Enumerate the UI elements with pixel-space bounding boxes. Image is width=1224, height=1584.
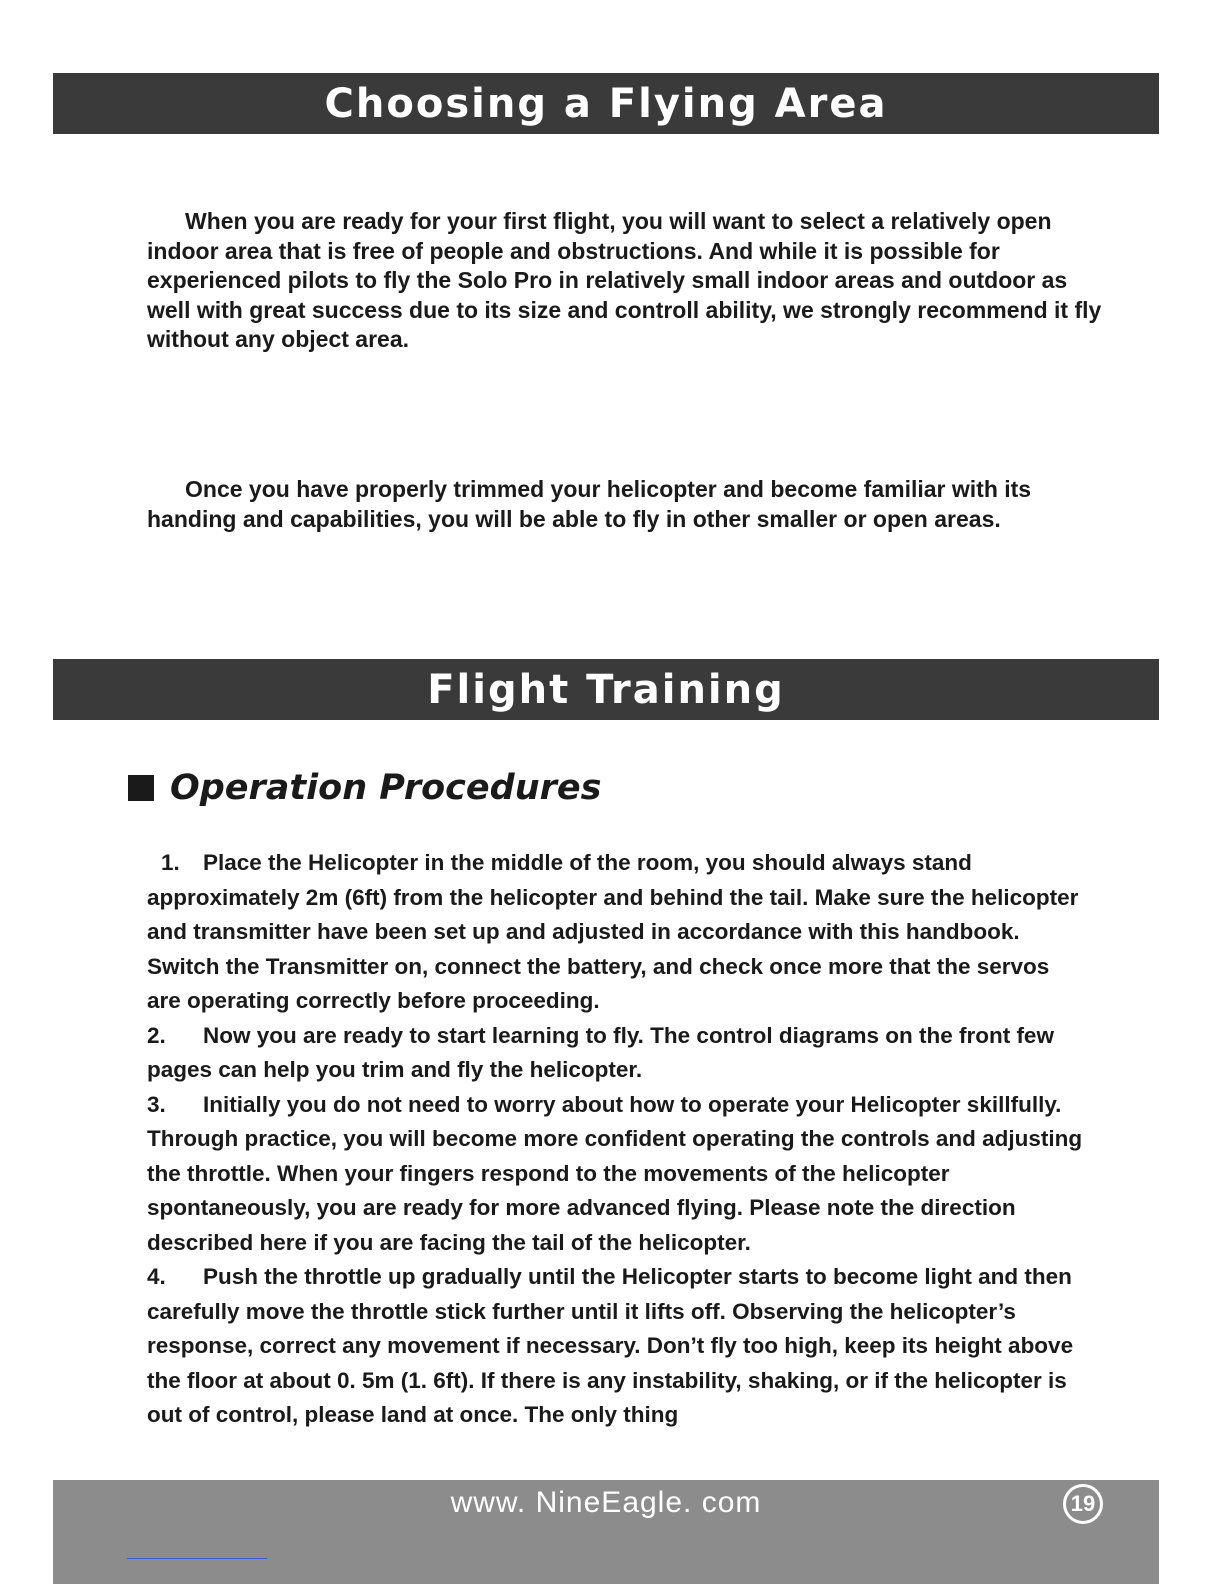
step-text: Now you are ready to start learning to fly. The control diagrams on the front few pages can help you trim and fly the helicopter.: [147, 1022, 1054, 1082]
page-number-badge: 19: [1063, 1484, 1103, 1524]
trim-paragraph-text: Once you have properly trimmed your helicopter and become familiar with its handing and capabilities, you will be able to fly in other smaller or open areas.: [147, 476, 1032, 532]
bullet-square-icon: [128, 775, 154, 801]
subheading-title: Operation Procedures: [170, 768, 602, 808]
page-footer: [53, 1480, 1159, 1584]
trim-paragraph: [147, 475, 1107, 534]
step-number: 2.: [147, 1022, 166, 1048]
footer-url[interactable]: www. NineEagle. com: [450, 1486, 762, 1519]
procedure-step: [147, 846, 1087, 1019]
subheading: [128, 768, 601, 808]
section-heading-flight-training: Flight Training: [53, 659, 1159, 720]
intro-paragraph-text: When you are ready for your first flight, you will want to select a relatively open indoor area that is free of people and obstructions. And while it is possible for experienced pilots to fly the Solo Pro in relatively small indoor areas and outdoor as well with great success due to its size and controll ability, we strongly recommend it fly without any object area.: [147, 208, 1102, 352]
procedure-list: [147, 846, 1087, 1433]
step-number: 1.: [161, 850, 180, 875]
step-text: Initially you do not need to worry about how to operate your Helicopter skillfully. Through practice, you will become more confident operating the controls and adjusting the throttle. When your fingers respond to the movements of the helicopter spontaneously, you are ready for more advanced flying. Please note the direction described here if you are facing the tail of the helicopter.: [147, 1091, 1083, 1255]
step-text: Push the throttle up gradually until the Helicopter starts to become light and then carefully move the throttle stick further until it lifts off. Observing the helicopter’s response, correct any movement if necessary. Don’t fly too high, keep its height above the floor at about 0. 5m (1. 6ft). If there is any instability, shaking, or if the helicopter is out of control, please land at once. The only thing: [147, 1264, 1074, 1427]
intro-paragraph: [147, 207, 1107, 355]
procedure-step: [147, 1260, 1087, 1433]
procedure-step: [147, 1019, 1087, 1088]
step-text: Place the Helicopter in the middle of the room, you should always stand approximately 2m (6ft) from the helicopter and behind the tail. Make sure the helicopter and transmitter have been set up and adjusted in accordance with this handbook. Switch the Transmitter on, connect the battery, and check once more that the servos are operating correctly before proceeding.: [147, 850, 1079, 1013]
section-heading-choosing-flying-area: Choosing a Flying Area: [53, 73, 1159, 134]
step-number: 4.: [147, 1264, 166, 1289]
procedure-step: [147, 1088, 1087, 1261]
link-underline: [127, 1558, 267, 1559]
step-number: 3.: [147, 1091, 166, 1117]
